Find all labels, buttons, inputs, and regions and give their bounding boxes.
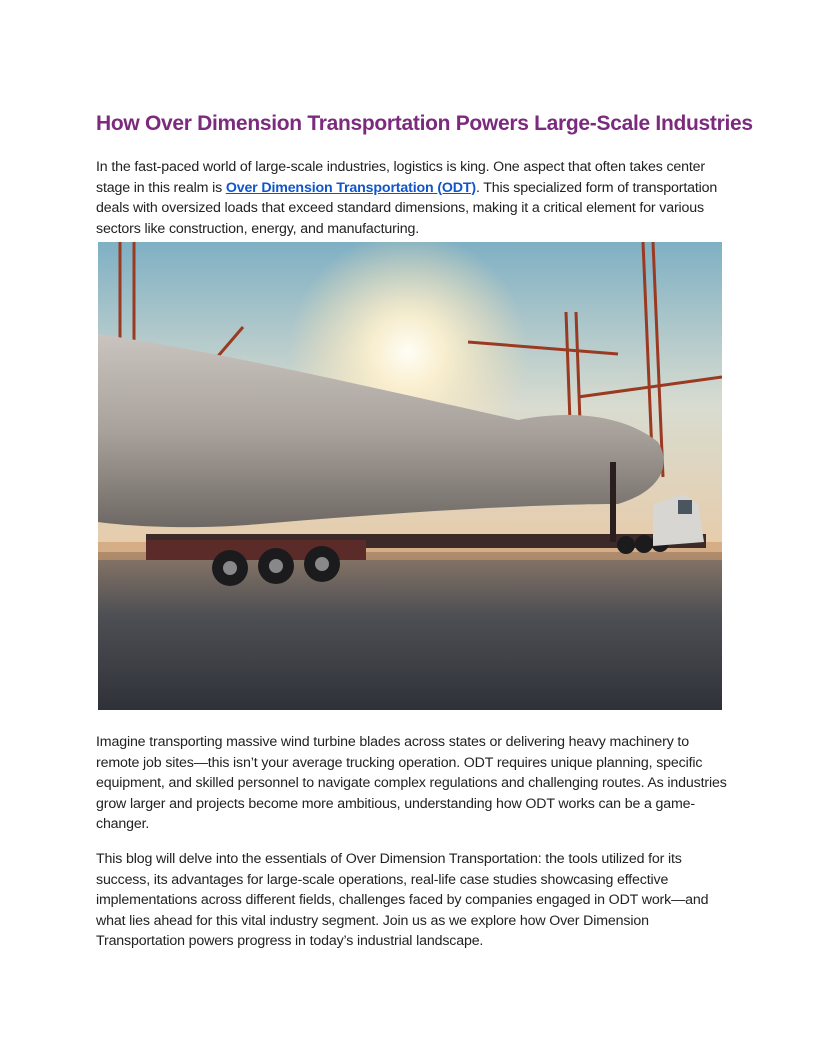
odt-link[interactable]: Over Dimension Transportation (ODT) [225,179,476,196]
body-paragraph-2: Imagine transporting massive wind turbine blades across states or delivering heavy machinery to remote job sites—this isn’t your average trucking operation. ODT requires unique planning, specific equipment, and skilled personnel to navigate complex regulations and challenging routes. As industries grow larger and projects become more ambitious, understanding how ODT works can be a game-changer. [96,734,727,833]
intro-paragraph [96,157,728,239]
intro-text-after: . This specialized form of transportation deals with oversized loads that exceed standard dimensions, making it a critical element for various sectors like construction, energy, and manufacturing. [96,179,718,237]
intro-text-before: In the fast-paced world of large-scale industries, logistics is king. One aspect that often takes center stage in this realm is [96,159,705,196]
page-title: How Over Dimension Transportation Powers Large-Scale Industries [96,112,753,135]
body-paragraph-3: This blog will delve into the essentials of Over Dimension Transportation: the tools utilized for its success, its advantages for large-scale operations, real-life case studies showcasing effective implementations across different fields, challenges faced by companies engaged in ODT work—and what lies ahead for this vital industry segment. Join us as we explore how Over Dimension Transportation powers progress in today’s industrial landscape. [96,851,709,950]
hero-image-wind-blade-truck [98,242,722,710]
